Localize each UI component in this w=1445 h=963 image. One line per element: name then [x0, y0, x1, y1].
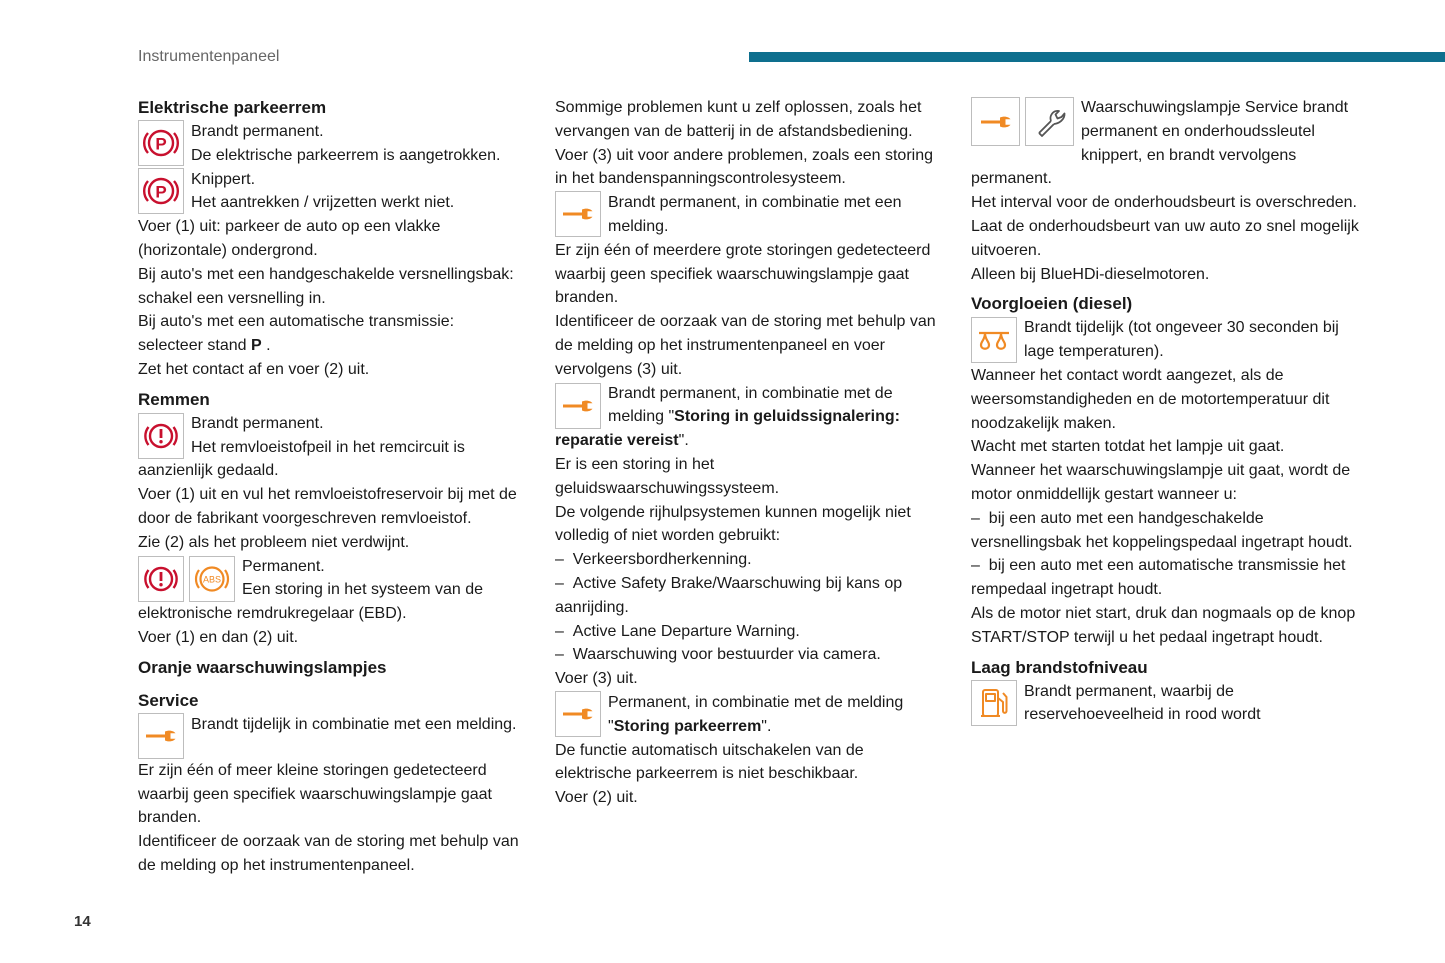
running-header: Instrumentenpaneel — [138, 48, 280, 65]
paragraph: Voer (3) uit. — [555, 670, 638, 688]
paragraph: Het interval voor de onderhoudsbeurt is overschreden. — [971, 194, 1357, 212]
fuel-text: Brandt permanent, waarbij de reservehoeveelheid in rood wordt — [1024, 682, 1261, 724]
parking-brake-heading: Elektrische parkeerrem — [138, 98, 327, 117]
parking-brake-blinking-line2: Het aantrekken / vrijzetten werkt niet. — [191, 194, 455, 212]
paragraph: Laat de onderhoudsbeurt van uw auto zo snel mogelijk uitvoeren. — [971, 217, 1359, 259]
paragraph: Bij auto's met een handgeschakelde versnellingsbak: schakel een versnelling in. — [138, 265, 514, 307]
parking-brake-fault-item — [555, 691, 937, 739]
brakes-item — [138, 412, 520, 483]
paragraph: Identificeer de oorzaak van de storing met behulp van de melding op het instrumentenpaneel en voer vervolgens (3) uit. — [555, 313, 936, 378]
service-key-item — [971, 96, 1363, 191]
parking-brake-blinking-item — [138, 168, 520, 216]
service-key-text: Waarschuwingslampje Service brandt permanent en onderhoudssleutel knippert, en brandt vervolgens permanent. — [971, 99, 1349, 188]
glow-plug-icon — [971, 317, 1017, 363]
fuel-pump-icon — [971, 680, 1017, 726]
wrench-icon — [971, 97, 1020, 146]
preheat-item — [971, 316, 1363, 364]
paragraph: Voer (1) en dan (2) uit. — [138, 628, 299, 646]
parking-brake-fault-line2: "Storing parkeerrem". — [608, 717, 772, 735]
parking-brake-blinking-line1: Knippert. — [191, 170, 256, 188]
service-heading: Service — [138, 690, 199, 710]
column-2 — [555, 96, 937, 810]
paragraph: Voer (1) uit: parkeer de auto op een vlakke (horizontale) ondergrond. — [138, 218, 441, 259]
paragraph: Wanneer het waarschuwingslampje uit gaat, wordt de motor onmiddellijk gestart wanneer u: — [971, 462, 1351, 503]
paragraph: Zie (2) als het probleem niet verdwijnt. — [138, 533, 410, 551]
parking-brake-fault-line1: Permanent, in combinatie met de melding — [608, 693, 904, 711]
paragraph: Voer (3) uit voor andere problemen, zoals een storing in het bandenspanningscontrolesysteem. — [555, 146, 933, 188]
ebd-line1: Permanent. — [242, 557, 325, 575]
paragraph: Er is een storing in het geluidswaarschuwingssysteem. — [555, 455, 780, 497]
wrench-icon — [555, 191, 601, 237]
brakes-line2: Het remvloeistofpeil in het remcircuit is aanzienlijk gedaald. — [138, 438, 465, 480]
list-item: – Active Lane Departure Warning. — [555, 620, 937, 644]
service-major-text: Brandt permanent, in combinatie met een melding. — [608, 194, 902, 235]
paragraph: Als de motor niet start, druk dan nogmaals op de knop START/STOP terwijl u het pedaal ingetrapt houdt. — [971, 604, 1356, 646]
fuel-item — [971, 680, 1363, 728]
parking-brake-permanent-line1: Brandt permanent. — [191, 123, 324, 140]
sound-fault-text: Brandt permanent, in combinatie met de melding "Storing in geluidssignalering: reparatie vereist". — [555, 384, 900, 450]
maintenance-key-icon — [1025, 97, 1074, 146]
paragraph: Er zijn één of meerdere grote storingen gedetecteerd waarbij geen specifiek waarschuwingslampje gaat branden. — [555, 241, 931, 307]
column-3 — [971, 96, 1363, 727]
abs-icon — [189, 556, 235, 602]
brake-warning-icon — [138, 413, 184, 459]
svg-text:ABS: ABS — [202, 573, 222, 584]
wrench-icon — [555, 383, 601, 429]
service-item — [138, 713, 520, 759]
paragraph: Voer (1) uit en vul het remvloeistofreservoir bij met de door de fabrikant voorgeschreven remvloeistof. — [138, 486, 517, 527]
brakes-heading: Remmen — [138, 389, 210, 409]
paragraph: Sommige problemen kunt u zelf oplossen, zoals het vervangen van de batterij in de afstandsbediening. — [555, 99, 922, 140]
list-item: – bij een auto met een handgeschakelde versnellingsbak het koppelingspedaal ingetrapt houdt. — [971, 507, 1363, 555]
list-item: – Active Safety Brake/Waarschuwing bij kans op aanrijding. — [555, 572, 937, 620]
paragraph: De volgende rijhulpsystemen kunnen mogelijk niet volledig of niet worden gebruikt: — [555, 503, 911, 545]
service-text: Brandt tijdelijk in combinatie met een melding. — [191, 715, 517, 733]
paragraph: Wanneer het contact wordt aangezet, als de weersomstandigheden en de motortemperatuur dit noodzakelijk maken. — [971, 366, 1330, 432]
paragraph: Bij auto's met een automatische transmissie: selecteer stand P . — [138, 313, 455, 355]
paragraph: Voer (2) uit. — [555, 789, 638, 807]
ebd-item — [138, 555, 520, 626]
list-item: – bij een auto met een automatische transmissie het rempedaal ingetrapt houdt. — [971, 554, 1363, 602]
ebd-line2: Een storing in het systeem van de elektronische remdrukregelaar (EBD). — [138, 581, 484, 623]
preheat-text: Brandt tijdelijk (tot ongeveer 30 seconden bij lage temperaturen). — [1024, 319, 1339, 361]
wrench-icon — [555, 691, 601, 737]
parking-brake-permanent-item — [138, 120, 520, 168]
svg-text:P: P — [155, 182, 167, 202]
wrench-icon — [138, 713, 184, 759]
paragraph: Alleen bij BlueHDi-dieselmotoren. — [971, 265, 1210, 283]
service-major-item — [555, 191, 937, 239]
paragraph: Er zijn één of meer kleine storingen gedetecteerd waarbij geen specifiek waarschuwingslampje gaat branden. — [138, 761, 492, 827]
parking-brake-permanent-line2: De elektrische parkeerrem is aangetrokken. — [191, 146, 501, 164]
fuel-heading: Laag brandstofniveau — [971, 657, 1148, 677]
brakes-line1: Brandt permanent. — [191, 414, 324, 432]
list-item: – Waarschuwing voor bestuurder via camera. — [555, 643, 937, 667]
parking-brake-icon — [138, 168, 184, 214]
paragraph: Wacht met starten totdat het lampje uit gaat. — [971, 438, 1285, 456]
paragraph: Zet het contact af en voer (2) uit. — [138, 360, 370, 378]
svg-text:P: P — [155, 134, 167, 154]
paragraph: De functie automatisch uitschakelen van de elektrische parkeerrem is niet beschikbaar. — [555, 741, 864, 783]
sound-fault-item — [555, 382, 937, 453]
header-accent-bar — [749, 52, 1445, 62]
paragraph: Identificeer de oorzaak van de storing met behulp van de melding op het instrumentenpaneel. — [138, 833, 519, 874]
orange-lamps-heading: Oranje waarschuwingslampjes — [138, 657, 387, 677]
list-item: – Verkeersbordherkenning. — [555, 548, 937, 572]
preheat-heading: Voorgloeien (diesel) — [971, 294, 1133, 314]
column-1 — [138, 96, 520, 878]
brake-warning-icon — [138, 556, 184, 602]
page-number: 14 — [74, 913, 91, 930]
parking-brake-icon — [138, 120, 184, 166]
